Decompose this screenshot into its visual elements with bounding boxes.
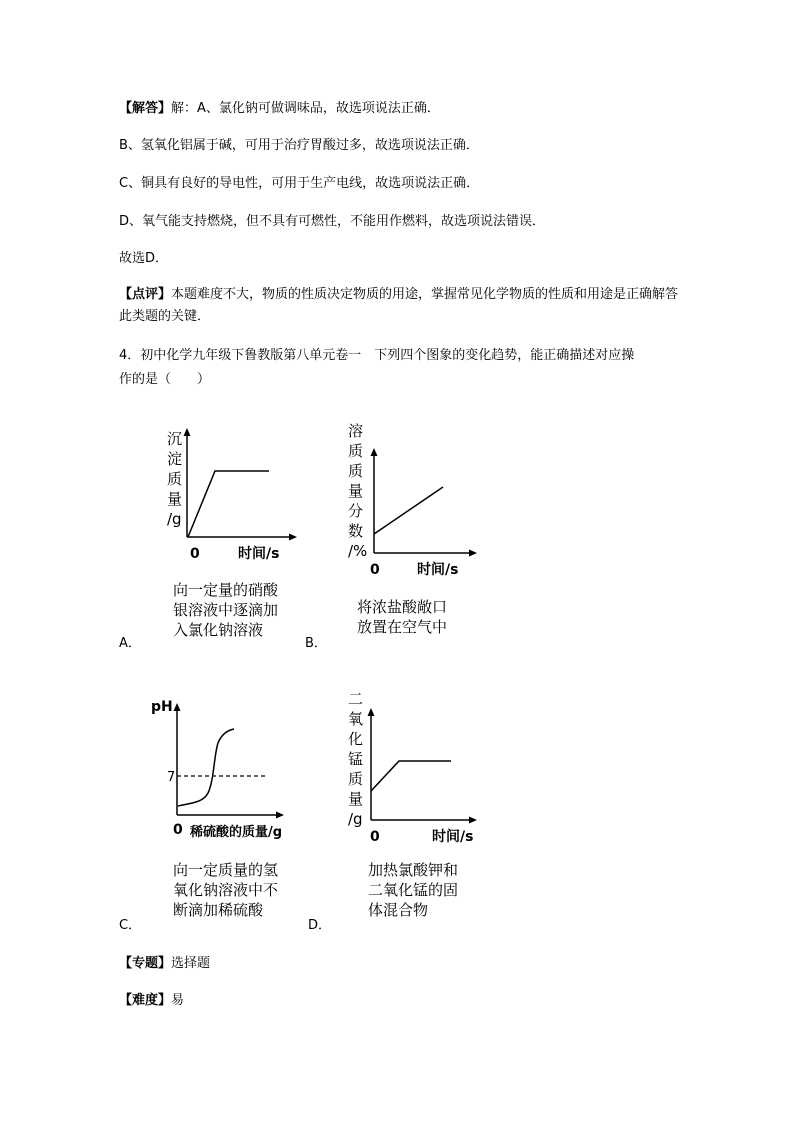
graph-b — [340, 418, 490, 583]
graph-c-y-arrow — [174, 703, 181, 711]
graph-d-ylabel-5: 质 — [348, 770, 364, 788]
graph-b-xlabel: 时间/s — [417, 562, 459, 578]
caption-a — [173, 580, 278, 640]
graph-d — [340, 686, 490, 851]
graph-b-ylabel — [348, 422, 367, 560]
answer-line-a — [119, 101, 440, 117]
graph-a-ylabel — [167, 430, 182, 528]
graph-a-ylabel-2: 淀 — [167, 450, 183, 468]
difficulty-heading: 【难度】 — [119, 993, 172, 1008]
question-line-2: 作的是（ ） — [119, 372, 211, 387]
graph-a-origin: 0 — [190, 546, 200, 560]
difficulty-value: 易 — [171, 993, 185, 1008]
graph-c-ylabel: pH — [151, 699, 173, 715]
graph-b-ylabel-7: /% — [348, 542, 368, 560]
option-a-letter: A． — [119, 636, 141, 651]
caption-c-line-3: 断滴加稀硫酸 — [173, 901, 264, 919]
graph-c-xlabel: 稀硫酸的质量/g — [190, 825, 283, 840]
graph-d-curve — [371, 761, 451, 791]
caption-a-line-3: 入氯化钠溶液 — [173, 621, 264, 639]
graph-d-y-arrow — [368, 708, 375, 716]
graph-c-origin: 0 — [173, 822, 183, 838]
comment-text: 本题难度不大，物质的性质决定物质的用途，掌握常见化学物质的性质和用途是正确解答此类题的关键． — [119, 287, 679, 324]
graph-a-y-arrow — [184, 428, 191, 436]
answer-choice: 故选D． — [119, 251, 169, 266]
graph-d-ylabel-7: /g — [348, 810, 363, 828]
graph-a-ylabel-1: 沉 — [167, 430, 183, 448]
graph-b-ylabel-6: 数 — [348, 522, 364, 540]
answer-line-c: C、铜具有良好的导电性，可用于生产电线，故选项说法正确． — [119, 176, 480, 191]
caption-d — [368, 860, 458, 920]
topic-value: 选择题 — [171, 956, 211, 971]
graph-b-ylabel-5: 分 — [348, 502, 364, 520]
caption-c-line-2: 氧化钠溶液中不 — [173, 881, 279, 899]
graph-d-ylabel-3: 化 — [348, 730, 364, 748]
graph-d-x-arrow — [469, 817, 477, 824]
answer-line-b: B、氢氧化铝属于碱，可用于治疗胃酸过多，故选项说法正确． — [119, 138, 479, 153]
difficulty-line — [119, 993, 184, 1009]
option-c-letter: C． — [119, 918, 142, 933]
answer-line-d: D、氧气能支持燃烧，但不具有可燃性，不能用作燃料，故选项说法错误． — [119, 214, 546, 229]
option-b-letter: B． — [305, 636, 327, 651]
caption-a-line-2: 银溶液中逐滴加 — [173, 601, 279, 619]
graph-a-ylabel-4: 量 — [167, 490, 183, 508]
caption-b-line-1: 将浓盐酸敞口 — [357, 598, 448, 616]
graph-d-ylabel — [348, 690, 363, 828]
topic-heading: 【专题】 — [119, 956, 172, 971]
caption-b-line-2: 放置在空气中 — [357, 618, 448, 636]
graph-a-curve — [188, 471, 269, 537]
topic-line — [119, 956, 210, 972]
graph-d-xlabel: 时间/s — [432, 829, 474, 845]
graph-b-ylabel-4: 量 — [348, 482, 364, 500]
graph-b-y-arrow — [371, 448, 378, 456]
answer-heading: 【解答】 — [119, 101, 172, 116]
graph-a-xlabel: 时间/s — [238, 546, 280, 560]
caption-a-line-1: 向一定量的硝酸 — [173, 581, 279, 599]
comment-paragraph — [119, 284, 679, 328]
graph-d-ylabel-2: 氧 — [348, 710, 364, 728]
graph-a-ylabel-5: /g — [167, 510, 182, 528]
graph-c — [145, 695, 315, 845]
graph-a-x-arrow — [289, 534, 297, 541]
option-d-letter: D． — [308, 918, 332, 933]
caption-b — [357, 597, 447, 637]
caption-d-line-2: 二氧化锰的固 — [368, 881, 459, 899]
caption-c-line-1: 向一定质量的氢 — [173, 861, 279, 879]
graph-c-x-arrow — [276, 812, 284, 819]
graph-b-ylabel-1: 溶 — [348, 422, 364, 440]
graph-d-ylabel-1: 二 — [348, 690, 364, 708]
graph-d-origin: 0 — [370, 829, 380, 845]
comment-heading: 【点评】 — [119, 287, 172, 302]
graph-a-ylabel-3: 质 — [167, 470, 183, 488]
caption-d-line-3: 体混合物 — [368, 901, 429, 919]
graph-a — [150, 420, 310, 560]
question-line-1: 4．初中化学九年级下鲁教版第八单元卷一 下列四个图象的变化趋势，能正确描述对应操 — [119, 348, 635, 363]
graph-d-ylabel-6: 量 — [348, 790, 364, 808]
graph-b-origin: 0 — [370, 562, 380, 578]
caption-c — [173, 860, 278, 920]
answer-a-text: 解：A、氯化钠可做调味品，故选项说法正确． — [171, 101, 440, 116]
graph-b-x-arrow — [469, 550, 477, 557]
graph-b-curve — [374, 487, 443, 534]
caption-d-line-1: 加热氯酸钾和 — [368, 861, 459, 879]
graph-c-curve — [178, 729, 234, 806]
graph-b-ylabel-2: 质 — [348, 442, 364, 460]
graph-c-tick-7: 7 — [167, 770, 176, 785]
graph-d-ylabel-4: 锰 — [348, 750, 364, 768]
graph-b-ylabel-3: 质 — [348, 462, 364, 480]
